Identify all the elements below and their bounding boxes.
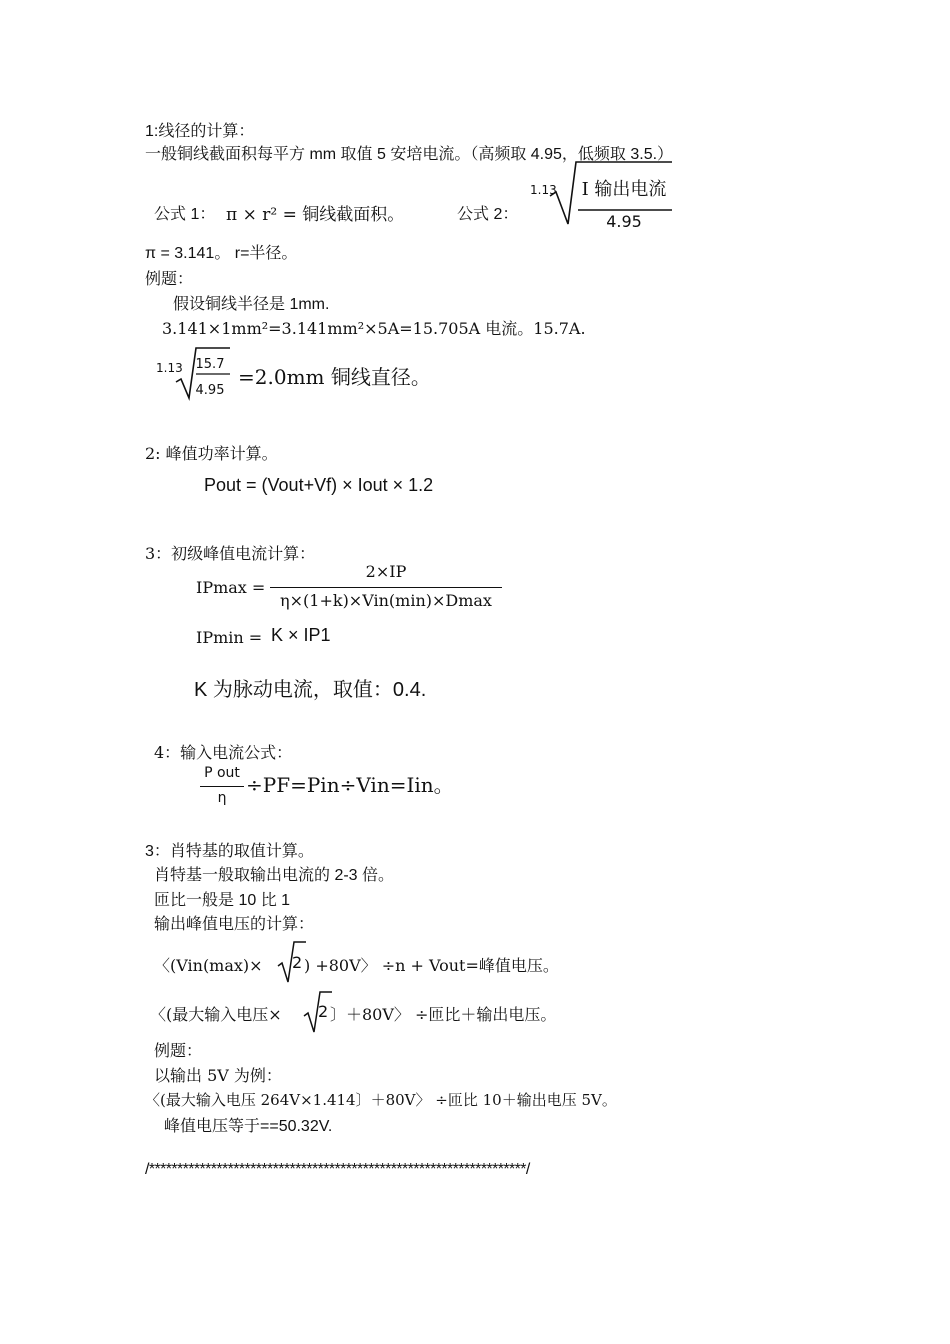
ipmax-denominator: η×(1+k)×Vin(min)×Dmax: [280, 591, 492, 610]
ipmax-label: IPmax =: [196, 578, 266, 597]
ipmin-value: K × IP1: [271, 625, 331, 645]
section5-heading: 3：肖特基的取值计算。: [145, 843, 314, 860]
formula2-root-index: 1.13: [530, 183, 557, 197]
peak-voltage-formula-b-root: 2: [318, 1002, 329, 1021]
example-root-numerator: 15.7: [195, 357, 225, 372]
example-calc: 3.141×1mm²=3.141mm²×5A=15.705A 电流。15.7A.: [162, 319, 586, 338]
section1-intro: 一般铜线截面积每平方 mm 取值 5 安培电流。（高频取 4.95，低频取 3.5.）: [145, 146, 674, 163]
schottky-example-result: 峰值电压等于==50.32V.: [164, 1118, 333, 1135]
input-current-formula: ÷PF=Pin÷Vin=Iin。: [246, 773, 454, 797]
schottky-example-line1: 以输出 5V 为例：: [154, 1066, 282, 1085]
input-current-denominator: η: [217, 790, 227, 806]
schottky-example-label: 例题：: [154, 1043, 203, 1060]
schottky-line1: 肖特基一般取输出电流的 2-3 倍。: [154, 867, 395, 884]
ipmin-label: IPmin =: [196, 628, 263, 647]
section3-heading: 3：初级峰值电流计算：: [145, 544, 316, 563]
ipmax-fraction-bar: [270, 587, 502, 588]
ipmax-numerator: 2×IP: [365, 562, 407, 581]
section2-heading: 2: 峰值功率计算。: [145, 444, 278, 463]
input-current-numerator: P out: [204, 765, 240, 781]
input-current-fraction-bar: [200, 786, 244, 787]
schottky-line3: 输出峰值电压的计算：: [154, 916, 315, 933]
section4-heading: 4：输入电流公式：: [154, 743, 293, 762]
formula2-label: 公式 2：: [457, 206, 519, 223]
peak-voltage-formula-b-post: 〕＋80V〉 ÷匝比＋输出电压。: [330, 1005, 557, 1024]
formula2-numerator: I 输出电流: [581, 179, 667, 200]
k-note: K 为脉动电流，取值：0.4.: [194, 679, 427, 701]
peak-voltage-formula-a-post: ) +80V〉 ÷n + Vout=峰值电压。: [304, 956, 559, 975]
pi-definition: π = 3.141。 r=半径。: [145, 245, 298, 262]
peak-voltage-formula-a-root: 2: [292, 953, 303, 972]
section1-heading: 1:线径的计算：: [145, 123, 255, 140]
schottky-example-line2: 〈(最大输入电压 264V×1.414〕＋80V〉 ÷匝比 10＋输出电压 5V。: [145, 1091, 617, 1109]
formula1-label: 公式 1：: [154, 206, 216, 223]
schottky-line2: 匝比一般是 10 比 1: [154, 892, 291, 909]
peak-voltage-formula-b-pre: 〈(最大输入电压×: [150, 1005, 282, 1024]
example-label: 例题：: [145, 271, 194, 288]
example-assume: 假设铜线半径是 1mm.: [173, 296, 330, 313]
asterisk-divider: /*******************************************************************/: [145, 1161, 530, 1178]
formula2-denominator: 4.95: [606, 212, 642, 231]
example-root-index: 1.13: [156, 361, 183, 375]
peak-voltage-formula-a-pre: 〈(Vin(max)×: [154, 956, 263, 975]
example-result: =2.0mm 铜线直径。: [238, 365, 431, 389]
peak-power-formula: Pout = (Vout+Vf) × Iout × 1.2: [204, 475, 434, 495]
example-root-denominator: 4.95: [195, 383, 225, 398]
formula1: π × r² = 铜线截面积。: [226, 205, 405, 225]
